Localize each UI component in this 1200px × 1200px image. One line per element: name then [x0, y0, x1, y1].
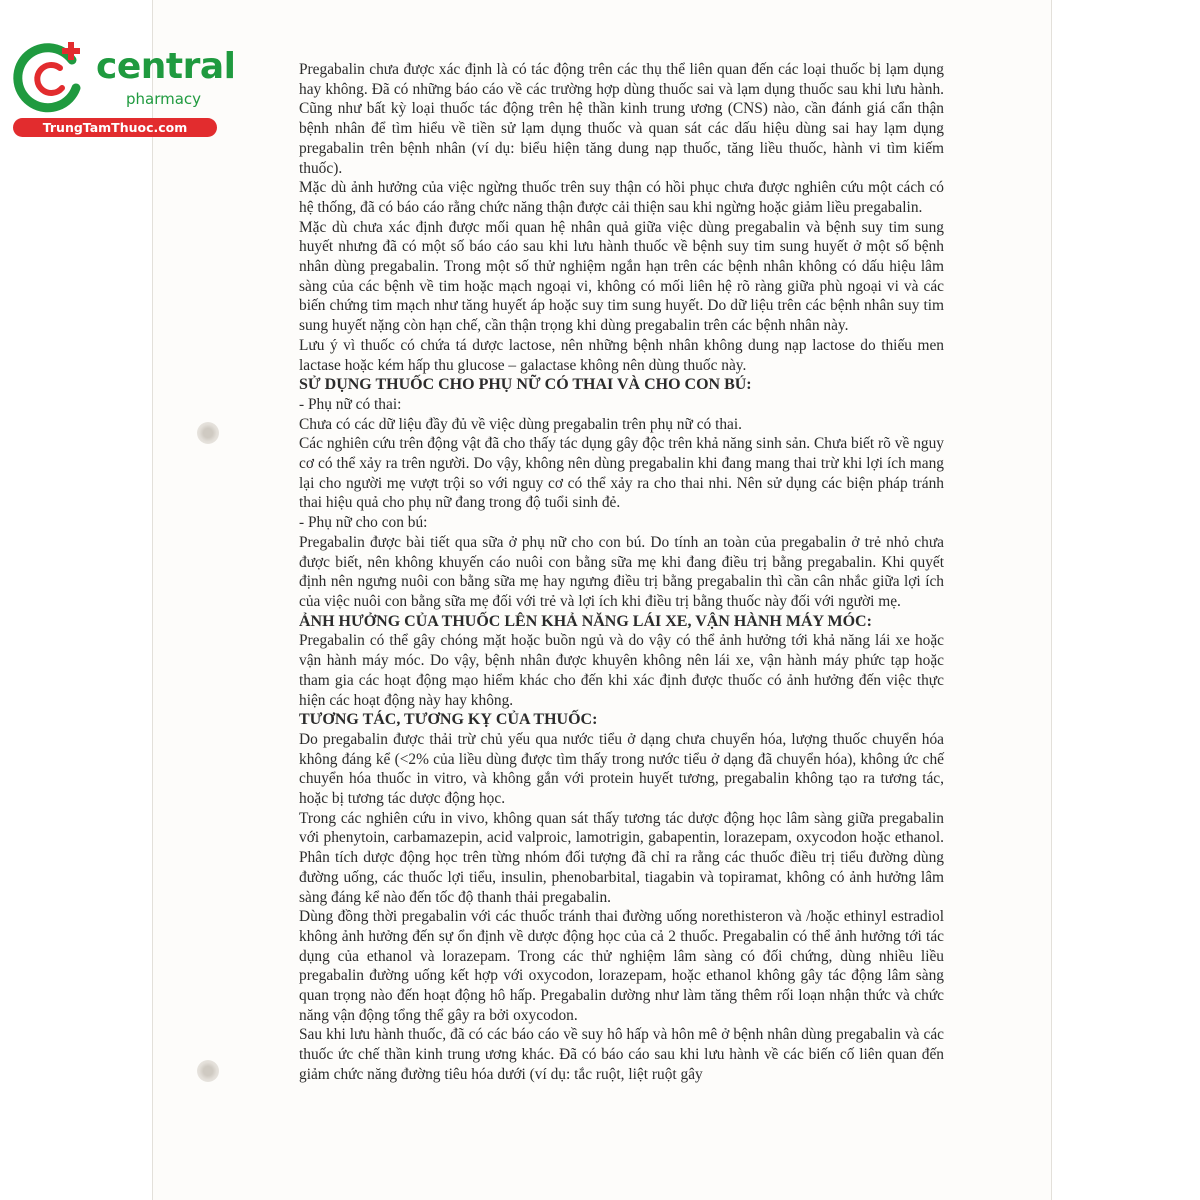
paragraph: Pregabalin có thể gây chóng mặt hoặc buồn ngủ và do vậy có thể ảnh hưởng tới khả năng lái xe hoặc vận hành máy móc. Do vậy, bệnh nhân được khuyên không nên lái xe, vận hành máy phức tạp hoặc tham gia các hoạt động mạo hiểm khác cho đến khi xác định được thuốc có ảnh hưởng đến việc thực hiện các hoạt động này hay không.	[299, 632, 944, 709]
paragraph: Do pregabalin được thải trừ chủ yếu qua nước tiểu ở dạng chưa chuyển hóa, lượng thuốc chuyển hóa không đáng kể (<2% của liều dùng được tìm thấy trong nước tiểu ở dạng đã chuyển hóa), không ức chế chuyển hóa thuốc in vitro, và không gắn với protein huyết tương, pregabalin không tạo ra tương tác, hoặc bị tương tác dược động học.	[299, 730, 944, 808]
punch-hole-top	[197, 422, 219, 444]
brand-name: central	[96, 46, 236, 87]
paragraph: Pregabalin chưa được xác định là có tác động trên các thụ thể liên quan đến các loại thuốc bị lạm dụng hay không. Đã có những báo cáo về các trường hợp dùng thuốc sai và lạm dụng thuốc sau khi lưu hành. Cũng như bất kỳ loại thuốc tác động trên hệ thần kinh trung ương (CNS) nào, cần đánh giá cẩn thận bệnh nhân để tìm hiểu về tiền sử lạm dụng thuốc và quan sát các dấu hiệu dùng sai hay lạm dụng pregabalin trên bệnh nhân (ví dụ: biểu hiện tăng dung nạp thuốc, tăng liều thuốc, hành vi tìm kiếm thuốc).	[299, 61, 944, 177]
central-pharmacy-logo-icon	[10, 38, 90, 118]
section-heading: TƯƠNG TÁC, TƯƠNG KỴ CỦA THUỐC:	[299, 711, 598, 729]
section-heading: SỬ DỤNG THUỐC CHO PHỤ NỮ CÓ THAI VÀ CHO CON BÚ:	[299, 376, 752, 394]
paragraph: Chưa có các dữ liệu đầy đủ về việc dùng pregabalin trên phụ nữ có thai.	[299, 415, 742, 433]
paragraph: Pregabalin được bài tiết qua sữa ở phụ nữ cho con bú. Do tính an toàn của pregabalin ở trẻ nhỏ chưa được biết, nên không khuyến cáo nuôi con bằng sữa mẹ khi đang điều trị bằng pregabalin. Khi quyết định nên ngưng nuôi con bằng sữa mẹ hay ngưng điều trị bằng pregabalin thì cần cân nhắc giữa lợi ích của việc nuôi con bằng sữa mẹ đối với trẻ và lợi ích khi điều trị bằng thuốc này đối với người mẹ.	[299, 533, 944, 610]
brand-website[interactable]: TrungTamThuoc.com	[13, 118, 217, 137]
paragraph: Mặc dù chưa xác định được mối quan hệ nhân quả giữa việc dùng pregabalin và bệnh suy tim sung huyết nhưng đã có một số báo cáo sau khi lưu hành thuốc về bệnh suy tim sung huyết ở một số bệnh nhân dùng pregabalin. Trong một số thử nghiệm ngắn hạn trên các bệnh nhân không có dấu hiệu lâm sàng của các bệnh về tim hoặc mạch ngoại vi, không có mối liên hệ rõ ràng giữa phù ngoại vi và các biến chứng tim mạch như tăng huyết áp hoặc suy tim sung huyết. Do dữ liệu trên các bệnh nhân suy tim sung huyết nặng còn hạn chế, cần thận trọng khi dùng pregabalin trên các bệnh nhân này.	[299, 218, 944, 335]
paragraph: Các nghiên cứu trên động vật đã cho thấy tác dụng gây độc trên khả năng sinh sản. Chưa biết rõ về nguy cơ có thể xảy ra trên người. Do vậy, không nên dùng pregabalin khi đang mang thai trừ khi lợi ích mang lại cho người mẹ vượt trội so với nguy cơ có thể xảy ra cho thai nhi. Nên sử dụng các biện pháp tránh thai hiệu quả cho phụ nữ đang trong độ tuổi sinh đẻ.	[299, 435, 944, 512]
brand-logo[interactable]	[10, 38, 236, 138]
paragraph: Mặc dù ảnh hưởng của việc ngừng thuốc trên suy thận có hồi phục chưa được nghiên cứu một cách có hệ thống, đã có báo cáo rằng chức năng thận được cải thiện sau khi ngừng hoặc giảm liều pregabalin.	[299, 179, 944, 216]
punch-hole-bottom	[197, 1060, 219, 1082]
subsection-label: - Phụ nữ có thai:	[299, 395, 402, 413]
document-body	[299, 60, 944, 1085]
subsection-label: - Phụ nữ cho con bú:	[299, 514, 428, 532]
paragraph: Dùng đồng thời pregabalin với các thuốc tránh thai đường uống norethisteron và /hoặc ethinyl estradiol không ảnh hưởng đến sự ổn định về dược động học của cả 2 thuốc. Pregabalin có thể ảnh hưởng tới tác dụng của ethanol và lorazepam. Trong các thử nghiệm lâm sàng có đối chứng, dùng nhiều liều pregabalin đường uống kết hợp với oxycodon, lorazepam, hoặc ethanol không gây tác động lâm sàng quan trọng nào đến hoạt động hô hấp. Pregabalin dường như làm tăng thêm rối loạn nhận thức và chức năng vận động tổng thể gây ra bởi oxycodon.	[299, 908, 944, 1024]
paragraph: Trong các nghiên cứu in vivo, không quan sát thấy tương tác dược động học lâm sàng giữa pregabalin với phenytoin, carbamazepin, acid valproic, lamotrigin, gabapentin, lorazepam, oxycodon hoặc ethanol. Phân tích dược động học trên từng nhóm đối tượng đã chỉ ra rằng các thuốc điều trị tiểu đường dùng đường uống, các thuốc lợi tiểu, insulin, phenobarbital, tiagabin và topiramat, không có ảnh hưởng lâm sàng đáng kể nào đến tốc độ thanh thải pregabalin.	[299, 809, 944, 906]
paragraph: Lưu ý vì thuốc có chứa tá dược lactose, nên những bệnh nhân không dung nạp lactose do thiếu men lactase hoặc kém hấp thu glucose – galactase không nên dùng thuốc này.	[299, 336, 944, 374]
paragraph: Sau khi lưu hành thuốc, đã có các báo cáo về suy hô hấp và hôn mê ở bệnh nhân dùng pregabalin và các thuốc ức chế thần kinh trung ương khác. Đã có báo cáo sau khi lưu hành về các biến cố liên quan đến giảm chức năng đường tiêu hóa dưới (ví dụ: tắc ruột, liệt ruột gây	[299, 1026, 944, 1083]
section-heading: ẢNH HƯỞNG CỦA THUỐC LÊN KHẢ NĂNG LÁI XE, VẬN HÀNH MÁY MÓC:	[299, 612, 872, 630]
brand-subtitle: pharmacy	[126, 90, 202, 108]
